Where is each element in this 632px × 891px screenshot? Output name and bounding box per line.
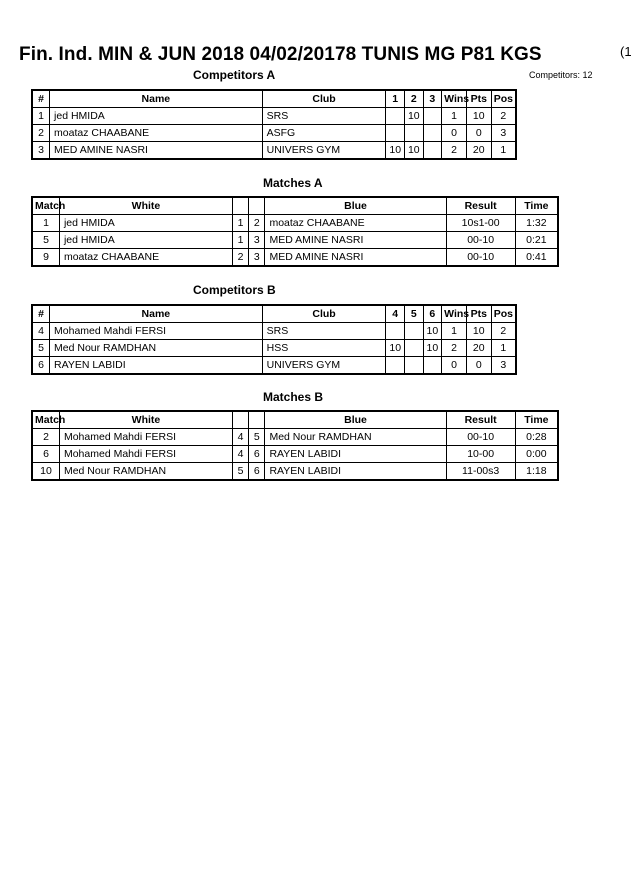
col-header: 6 xyxy=(423,305,442,323)
cell-club: UNIVERS GYM xyxy=(262,357,386,375)
competitors-count: Competitors: 12 xyxy=(529,70,593,80)
cell-name: RAYEN LABIDI xyxy=(50,357,263,375)
cell-wins: 1 xyxy=(442,323,467,340)
col-header: Time xyxy=(515,197,558,215)
matches-b-heading: Matches B xyxy=(263,390,324,404)
col-header: Blue xyxy=(265,197,446,215)
table-row xyxy=(32,446,558,463)
col-header: 5 xyxy=(405,305,424,323)
cell-time: 0:41 xyxy=(515,249,558,267)
cell-blue: MED AMINE NASRI xyxy=(265,249,446,267)
table-row xyxy=(32,323,516,340)
cell-match: 5 xyxy=(32,232,59,249)
cell-pts: 0 xyxy=(466,357,491,375)
col-header: 4 xyxy=(386,305,405,323)
cell-pos: 3 xyxy=(491,125,516,142)
cell-score: 10 xyxy=(386,340,405,357)
cell-white: jed HMIDA xyxy=(59,215,232,232)
cell-club: ASFG xyxy=(262,125,386,142)
table-row xyxy=(32,108,516,125)
competitors-b-table xyxy=(31,304,517,375)
cell-wins: 1 xyxy=(442,108,467,125)
col-header: Time xyxy=(515,411,558,429)
table-row xyxy=(32,463,558,481)
page-title: Fin. Ind. MIN & JUN 2018 04/02/20178 TUNIS MG P81 KGS xyxy=(19,44,542,65)
cell-white-num: 5 xyxy=(232,463,248,481)
cell-num: 1 xyxy=(32,108,50,125)
cell-wins: 2 xyxy=(442,142,467,160)
cell-white: Med Nour RAMDHAN xyxy=(59,463,232,481)
col-header: Result xyxy=(446,197,515,215)
col-header xyxy=(249,411,265,429)
cell-result: 10-00 xyxy=(446,446,515,463)
cell-pts: 20 xyxy=(466,340,491,357)
cell-score xyxy=(386,323,405,340)
cell-result: 10s1-00 xyxy=(446,215,515,232)
table-row xyxy=(32,215,558,232)
col-header: Blue xyxy=(265,411,446,429)
cell-blue: RAYEN LABIDI xyxy=(265,463,446,481)
competitors-b-heading: Competitors B xyxy=(193,283,276,297)
cell-club: SRS xyxy=(262,323,386,340)
cell-name: Mohamed Mahdi FERSI xyxy=(50,323,263,340)
cell-match: 2 xyxy=(32,429,59,446)
col-header: 1 xyxy=(386,90,405,108)
cell-pts: 10 xyxy=(466,323,491,340)
cell-blue-num: 5 xyxy=(249,429,265,446)
col-header: Match xyxy=(32,411,59,429)
cell-blue: Med Nour RAMDHAN xyxy=(265,429,446,446)
cell-blue-num: 3 xyxy=(249,232,265,249)
cell-score: 10 xyxy=(405,142,424,160)
competitors-a-table xyxy=(31,89,517,160)
table-row xyxy=(32,249,558,267)
cell-score xyxy=(405,357,424,375)
cell-white-num: 1 xyxy=(232,215,248,232)
cell-pos: 1 xyxy=(491,340,516,357)
col-header: Club xyxy=(262,305,386,323)
cell-pos: 2 xyxy=(491,108,516,125)
col-header: 3 xyxy=(423,90,442,108)
cell-blue: MED AMINE NASRI xyxy=(265,232,446,249)
cell-match: 6 xyxy=(32,446,59,463)
cell-pos: 1 xyxy=(491,142,516,160)
cell-white-num: 4 xyxy=(232,429,248,446)
cell-time: 0:21 xyxy=(515,232,558,249)
cell-wins: 2 xyxy=(442,340,467,357)
cell-time: 0:00 xyxy=(515,446,558,463)
cell-white: Mohamed Mahdi FERSI xyxy=(59,429,232,446)
col-header: Name xyxy=(50,90,263,108)
cell-score xyxy=(405,125,424,142)
cell-score: 10 xyxy=(423,323,442,340)
page-title-suffix: (1 xyxy=(620,44,632,59)
col-header: Pts xyxy=(466,90,491,108)
cell-blue: RAYEN LABIDI xyxy=(265,446,446,463)
col-header: Pos xyxy=(491,305,516,323)
cell-pos: 3 xyxy=(491,357,516,375)
cell-blue-num: 6 xyxy=(249,446,265,463)
col-header xyxy=(232,411,248,429)
cell-white: moataz CHAABANE xyxy=(59,249,232,267)
col-header: Result xyxy=(446,411,515,429)
table-row xyxy=(32,232,558,249)
cell-wins: 0 xyxy=(442,125,467,142)
cell-score: 10 xyxy=(423,340,442,357)
col-header: White xyxy=(59,411,232,429)
cell-score xyxy=(423,125,442,142)
cell-time: 1:32 xyxy=(515,215,558,232)
cell-club: HSS xyxy=(262,340,386,357)
col-header: 2 xyxy=(405,90,424,108)
col-header: Wins xyxy=(442,90,467,108)
col-header: # xyxy=(32,90,50,108)
col-header: # xyxy=(32,305,50,323)
cell-club: SRS xyxy=(262,108,386,125)
cell-white-num: 2 xyxy=(232,249,248,267)
table-row xyxy=(32,125,516,142)
cell-pts: 10 xyxy=(466,108,491,125)
cell-name: Med Nour RAMDHAN xyxy=(50,340,263,357)
cell-score xyxy=(405,340,424,357)
col-header: Pos xyxy=(491,90,516,108)
cell-name: jed HMIDA xyxy=(50,108,263,125)
cell-score: 10 xyxy=(386,142,405,160)
cell-result: 00-10 xyxy=(446,429,515,446)
matches-b-table xyxy=(31,410,559,481)
cell-blue-num: 3 xyxy=(249,249,265,267)
cell-pos: 2 xyxy=(491,323,516,340)
cell-score xyxy=(386,108,405,125)
col-header: Name xyxy=(50,305,263,323)
col-header: Wins xyxy=(442,305,467,323)
cell-result: 00-10 xyxy=(446,232,515,249)
cell-wins: 0 xyxy=(442,357,467,375)
cell-score: 10 xyxy=(405,108,424,125)
col-header: Club xyxy=(262,90,386,108)
table-row xyxy=(32,429,558,446)
cell-result: 11-00s3 xyxy=(446,463,515,481)
cell-time: 0:28 xyxy=(515,429,558,446)
col-header: White xyxy=(59,197,232,215)
cell-club: UNIVERS GYM xyxy=(262,142,386,160)
cell-match: 1 xyxy=(32,215,59,232)
cell-white: jed HMIDA xyxy=(59,232,232,249)
cell-match: 9 xyxy=(32,249,59,267)
col-header: Pts xyxy=(466,305,491,323)
cell-blue-num: 2 xyxy=(249,215,265,232)
col-header: Match xyxy=(32,197,59,215)
cell-blue: moataz CHAABANE xyxy=(265,215,446,232)
cell-num: 5 xyxy=(32,340,50,357)
cell-name: moataz CHAABANE xyxy=(50,125,263,142)
cell-name: MED AMINE NASRI xyxy=(50,142,263,160)
matches-a-table xyxy=(31,196,559,267)
table-row xyxy=(32,357,516,375)
cell-pts: 20 xyxy=(466,142,491,160)
cell-result: 00-10 xyxy=(446,249,515,267)
cell-match: 10 xyxy=(32,463,59,481)
cell-score xyxy=(386,125,405,142)
cell-blue-num: 6 xyxy=(249,463,265,481)
competitors-a-heading: Competitors A xyxy=(193,68,276,82)
col-header xyxy=(249,197,265,215)
cell-white-num: 1 xyxy=(232,232,248,249)
cell-num: 6 xyxy=(32,357,50,375)
cell-score xyxy=(423,357,442,375)
col-header xyxy=(232,197,248,215)
cell-score xyxy=(423,108,442,125)
cell-white-num: 4 xyxy=(232,446,248,463)
cell-score xyxy=(405,323,424,340)
cell-num: 4 xyxy=(32,323,50,340)
table-row xyxy=(32,340,516,357)
cell-score xyxy=(386,357,405,375)
cell-num: 2 xyxy=(32,125,50,142)
cell-white: Mohamed Mahdi FERSI xyxy=(59,446,232,463)
table-row xyxy=(32,142,516,160)
cell-num: 3 xyxy=(32,142,50,160)
cell-time: 1:18 xyxy=(515,463,558,481)
cell-pts: 0 xyxy=(466,125,491,142)
matches-a-heading: Matches A xyxy=(263,176,323,190)
cell-score xyxy=(423,142,442,160)
